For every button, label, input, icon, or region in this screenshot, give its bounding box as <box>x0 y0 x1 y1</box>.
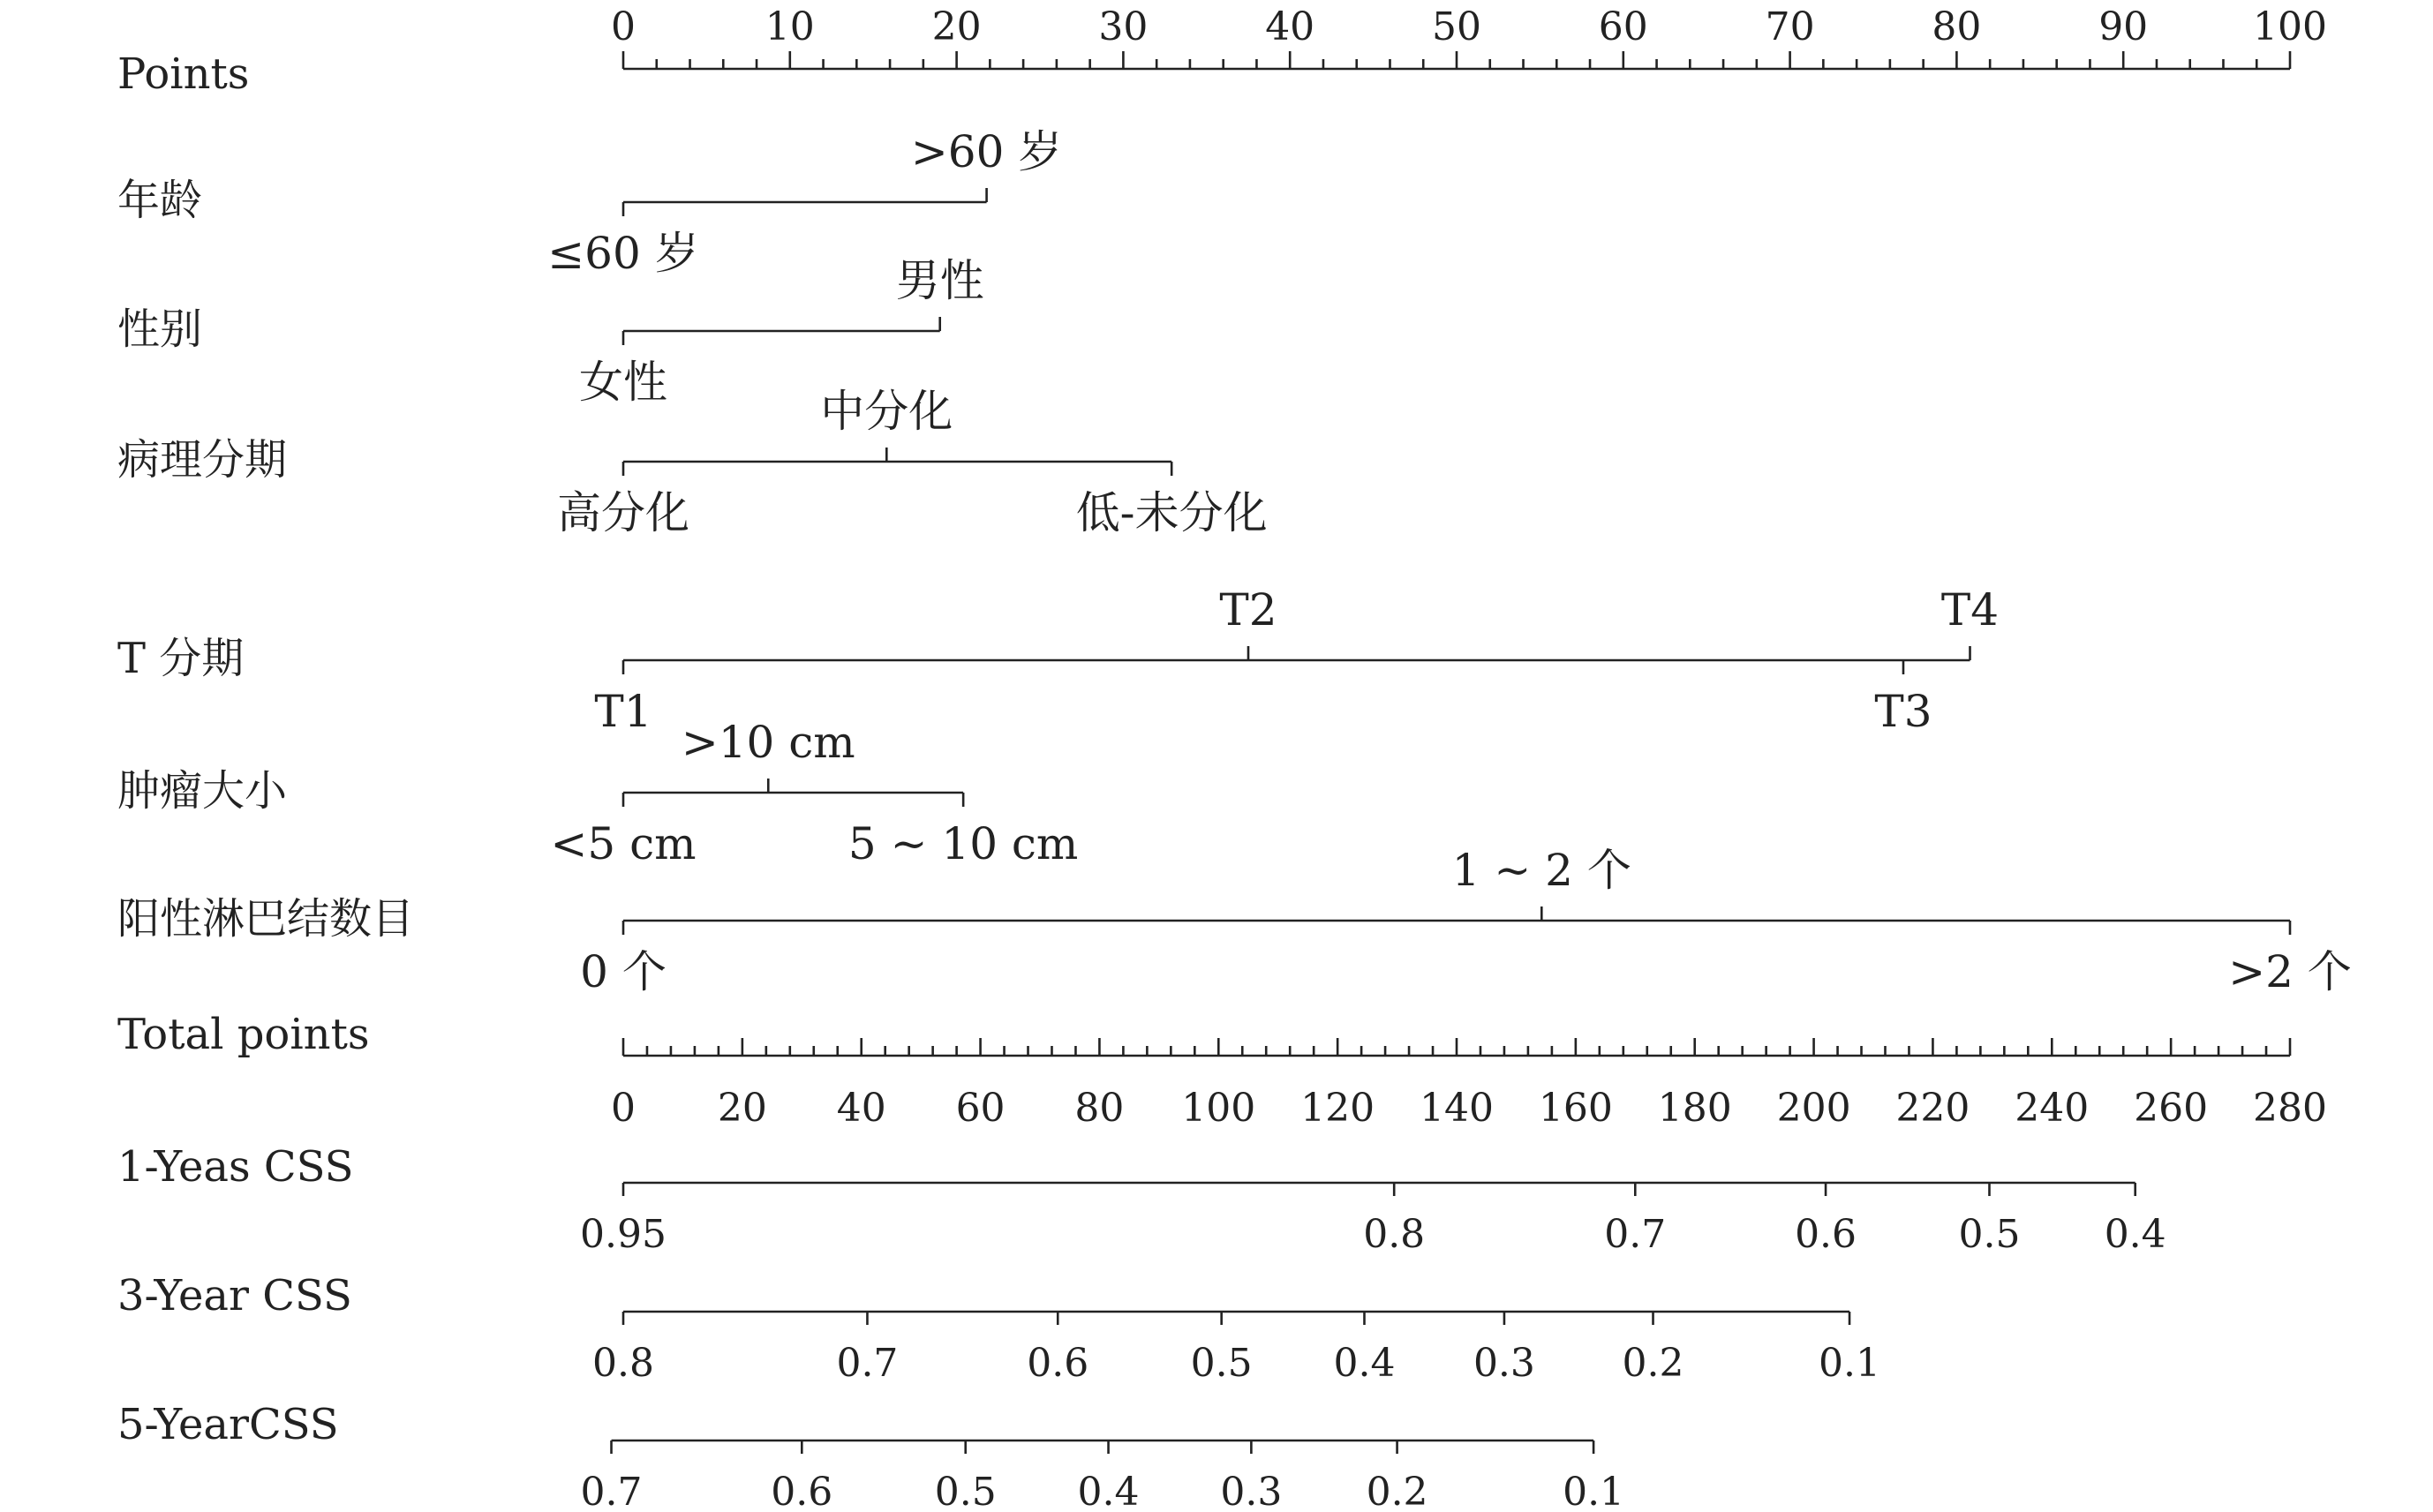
total-points-tick-label: 220 <box>1895 1086 1970 1131</box>
outcome-tick-label: 0.2 <box>1366 1470 1428 1512</box>
outcome-tick-label: 0.6 <box>1795 1212 1857 1257</box>
variable-label: 性别 <box>117 305 203 354</box>
points-axis-tick-label: 90 <box>2098 4 2149 49</box>
outcome-axis-label: 3-Year CSS <box>117 1271 352 1320</box>
points-axis-label: Points <box>117 49 250 99</box>
outcome-tick-label: 0.4 <box>2104 1212 2166 1257</box>
total-points-tick-label: 280 <box>2253 1086 2327 1131</box>
level-label: 中分化 <box>820 386 953 437</box>
total-points-tick-label: 260 <box>2134 1086 2209 1131</box>
points-axis-tick-label: 40 <box>1265 4 1315 49</box>
level-label: T4 <box>1940 584 2000 636</box>
outcome-tick-label: 0.6 <box>771 1470 833 1512</box>
total-points-tick-label: 180 <box>1657 1086 1732 1131</box>
level-label: 低-未分化 <box>1075 487 1268 538</box>
points-axis-tick-label: 30 <box>1098 4 1149 49</box>
variable-label: 肿瘤大小 <box>117 766 288 816</box>
outcome-tick-label: 0.5 <box>1190 1341 1253 1386</box>
level-label: >10 cm <box>681 717 855 768</box>
level-label: >2 个 <box>2228 946 2352 997</box>
total-points-tick-label: 40 <box>836 1086 886 1131</box>
outcome-tick-label: 0.1 <box>1819 1341 1881 1386</box>
outcome-tick-label: 0.1 <box>1563 1470 1625 1512</box>
total-points-tick-label: 0 <box>611 1086 636 1131</box>
outcome-tick-label: 0.5 <box>1958 1212 2021 1257</box>
total-points-tick-label: 80 <box>1074 1086 1125 1131</box>
outcome-tick-label: 0.8 <box>1363 1212 1426 1257</box>
outcome-tick-label: 0.95 <box>580 1212 667 1257</box>
points-axis-tick-label: 20 <box>931 4 982 49</box>
outcome-tick-label: 0.6 <box>1027 1341 1089 1386</box>
level-label: 1 ~ 2 个 <box>1451 845 1631 896</box>
points-axis-tick-label: 50 <box>1432 4 1481 49</box>
level-label: 男性 <box>895 255 984 306</box>
level-label: 女性 <box>579 357 667 408</box>
level-label: T1 <box>594 686 652 737</box>
outcome-tick-label: 0.4 <box>1077 1470 1140 1512</box>
level-label: >60 岁 <box>910 126 1063 177</box>
level-label: 0 个 <box>580 946 667 997</box>
total-points-tick-label: 120 <box>1300 1086 1375 1131</box>
variable-label: 阳性淋巴结数目 <box>117 894 415 944</box>
total-points-tick-label: 60 <box>955 1086 1006 1131</box>
outcome-tick-label: 0.7 <box>1604 1212 1667 1257</box>
total-points-tick-label: 240 <box>2015 1086 2090 1131</box>
outcome-tick-label: 0.7 <box>580 1470 643 1512</box>
outcome-tick-label: 0.3 <box>1220 1470 1283 1512</box>
outcome-tick-label: 0.3 <box>1473 1341 1535 1386</box>
variable-label: 年龄 <box>117 176 203 225</box>
level-label: T3 <box>1874 686 1932 737</box>
points-axis-tick-label: 10 <box>765 4 815 49</box>
outcome-tick-label: 0.2 <box>1622 1341 1684 1386</box>
outcome-tick-label: 0.5 <box>934 1470 997 1512</box>
points-axis-tick-label: 70 <box>1765 4 1815 49</box>
outcome-axis-label: 5-YearCSS <box>117 1400 339 1449</box>
total-points-tick-label: 200 <box>1776 1086 1851 1131</box>
points-axis-tick-label: 0 <box>611 4 636 49</box>
outcome-axis-label: 1-Yeas CSS <box>117 1142 354 1192</box>
outcome-tick-label: 0.7 <box>836 1341 899 1386</box>
level-label: 高分化 <box>557 487 689 538</box>
variable-label: 病理分期 <box>117 435 288 485</box>
points-axis-tick-label: 80 <box>1932 4 1982 49</box>
points-axis-tick-label: 100 <box>2253 4 2327 49</box>
total-points-tick-label: 140 <box>1420 1086 1494 1131</box>
outcome-tick-label: 0.8 <box>592 1341 654 1386</box>
total-points-tick-label: 100 <box>1181 1086 1256 1131</box>
total-points-tick-label: 20 <box>717 1086 767 1131</box>
level-label: T2 <box>1219 584 1277 636</box>
total-points-tick-label: 160 <box>1538 1086 1613 1131</box>
outcome-tick-label: 0.4 <box>1333 1341 1396 1386</box>
level-label: <5 cm <box>550 818 697 869</box>
total-points-axis-label: Total points <box>117 1010 370 1059</box>
points-axis-tick-label: 60 <box>1598 4 1648 49</box>
level-label: 5 ~ 10 cm <box>847 818 1079 869</box>
level-label: ≤60 岁 <box>547 228 699 279</box>
variable-label: T 分期 <box>117 634 245 683</box>
